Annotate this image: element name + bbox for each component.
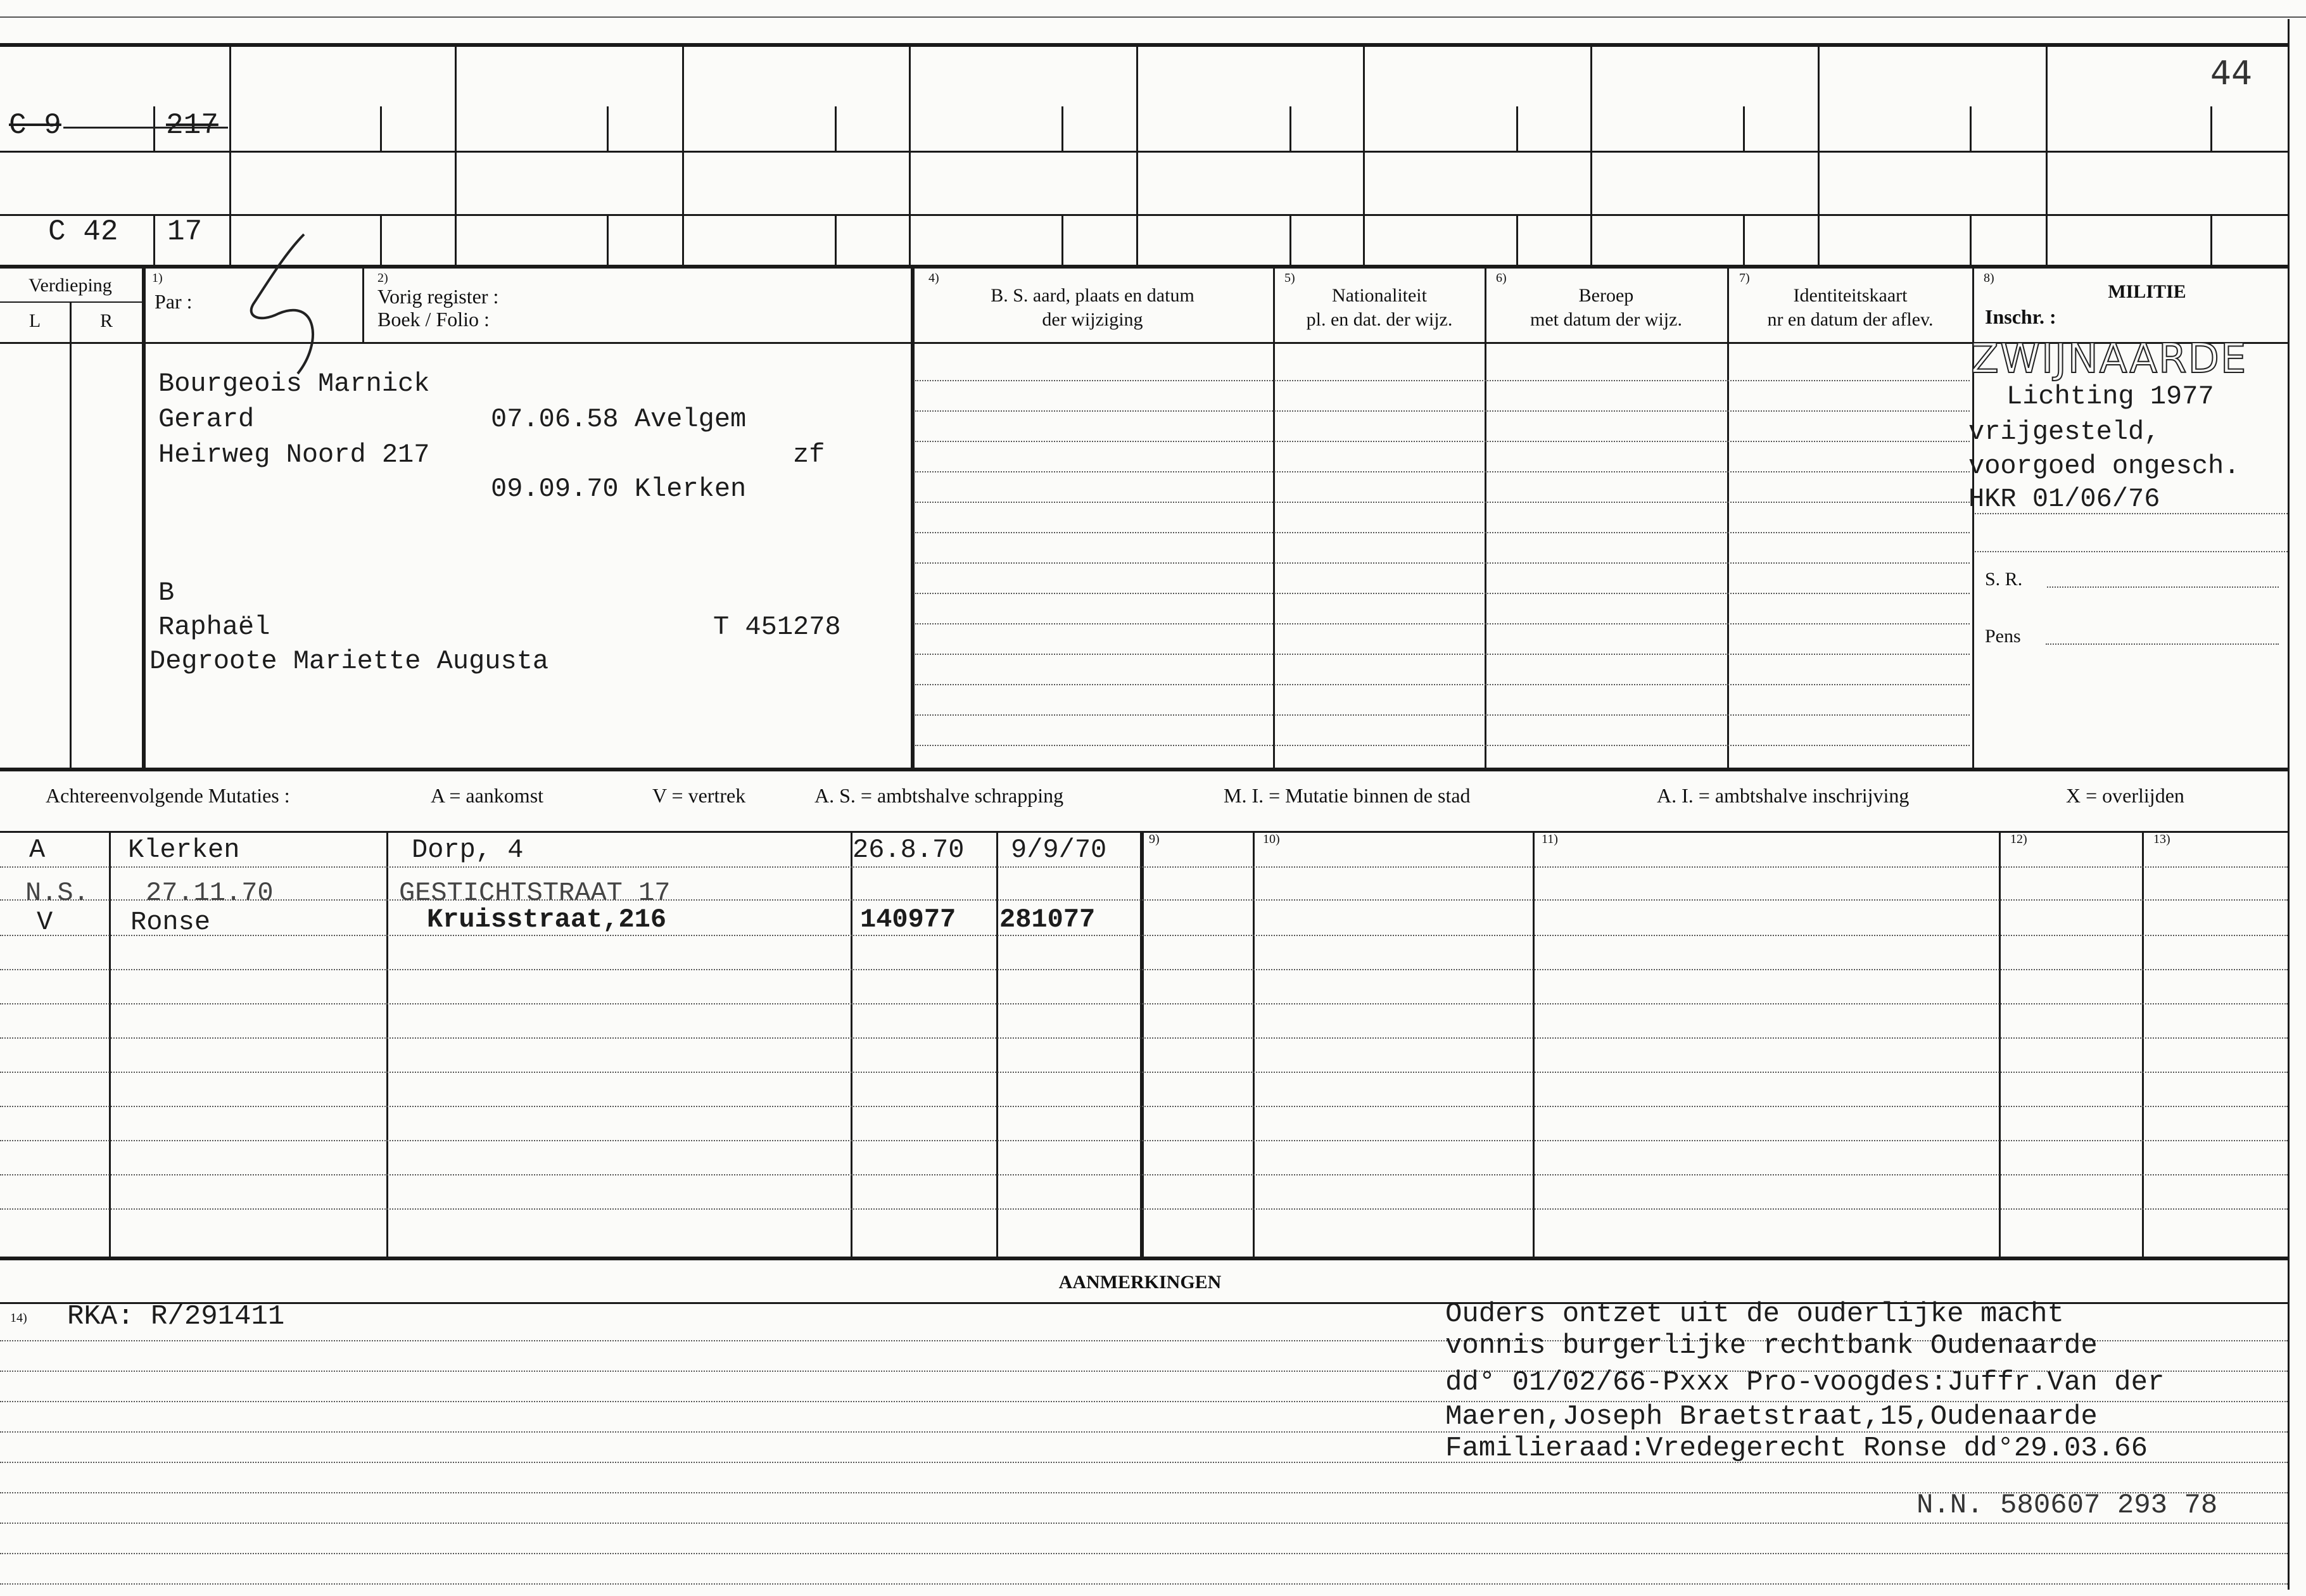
mutation-place: Ronse: [130, 907, 211, 937]
pens-label: Pens: [1985, 626, 2021, 647]
field-number-5: 5): [1284, 271, 1295, 285]
mutation-date-1: 26.8.70: [852, 835, 965, 865]
field-number-8: 8): [1984, 271, 1994, 285]
mutation-place: Klerken: [128, 835, 240, 865]
field-number-7: 7): [1739, 271, 1750, 285]
field-number-1: 1): [152, 271, 163, 285]
field-number-2: 2): [377, 271, 388, 285]
page-number: 44: [2210, 54, 2253, 92]
father-name: Raphaël: [158, 612, 270, 642]
bs-header: B. S. aard, plaats en datum der wijziging: [991, 285, 1194, 330]
person-second-name: Gerard: [158, 404, 255, 434]
remark-line: Familieraad:Vredegerecht Ronse dd°29.03.66: [1445, 1433, 2148, 1464]
mutation-col-10: 10): [1263, 832, 1280, 846]
militie-line-2: vrijgesteld,: [1968, 417, 2160, 447]
militie-stamp: ZWIJNAARDE: [1971, 336, 2248, 383]
person-name: Bourgeois Marnick: [158, 369, 430, 399]
legend-x: X = overlijden: [2066, 784, 2184, 807]
arrival-date-place: 09.09.70 Klerken: [491, 474, 747, 504]
register-number: 17: [167, 215, 203, 248]
national-number: N.N. 580607 293 78: [1916, 1490, 2218, 1521]
remark-line: Ouders ontzet uit de ouderlijke macht: [1445, 1298, 2064, 1330]
mutation-col-12: 12): [2010, 832, 2027, 846]
mutation-col-13: 13): [2153, 832, 2170, 846]
mutation-date-2: 9/9/70: [1011, 835, 1107, 865]
mutations-title: Achtereenvolgende Mutaties :: [46, 784, 290, 807]
person-address: Heirweg Noord 217: [158, 440, 430, 470]
identiteitskaart-header: Identiteitskaart nr en datum der aflev.: [1767, 285, 1934, 330]
par-label: Par :: [155, 290, 193, 313]
remark-line: dd° 01/02/66-Pxxx Pro-voogdes:Juffr.Van der: [1445, 1367, 2165, 1398]
nationaliteit-header: Nationaliteit pl. en dat. der wijz.: [1306, 285, 1453, 330]
legend-as: A. S. = ambtshalve schrapping: [814, 784, 1064, 807]
legend-ai: A. I. = ambtshalve inschrijving: [1657, 784, 1910, 807]
mutation-type: N.S.: [25, 878, 89, 908]
mother-name: Degroote Mariette Augusta: [149, 646, 549, 676]
remarks-title: AANMERKINGEN: [1058, 1272, 1222, 1293]
sr-label: S. R.: [1985, 569, 2023, 590]
field-number-14: 14): [10, 1311, 27, 1325]
id-card-number: T 451278: [713, 612, 841, 642]
old-register-number: 217: [166, 109, 219, 142]
mutation-col-11: 11): [1542, 832, 1558, 846]
legend-v: V = vertrek: [652, 784, 746, 807]
boek-folio-label: Boek / Folio :: [377, 308, 490, 331]
remark-line: Maeren,Joseph Braetstraat,15,Oudenaarde: [1445, 1401, 2098, 1433]
register-code: C 42: [48, 215, 118, 248]
rka-number: RKA: R/291411: [67, 1301, 285, 1333]
verdieping-label: Verdieping: [29, 275, 112, 296]
field-number-6: 6): [1496, 271, 1507, 285]
beroep-header: Beroep met datum der wijz.: [1530, 285, 1682, 330]
mutation-col-9: 9): [1149, 832, 1160, 846]
militie-lichting: Lichting 1977: [2006, 381, 2214, 412]
old-register-code: C 9: [9, 109, 61, 142]
family-initial: B: [158, 578, 175, 608]
legend-mi: M. I. = Mutatie binnen de stad: [1224, 784, 1471, 807]
col-r-label: R: [99, 310, 113, 331]
mutation-address: GESTICHTSTRAAT 17: [399, 878, 671, 908]
col-l-label: L: [29, 310, 41, 331]
militie-header: MILITIE: [2108, 281, 2186, 302]
mutation-address: Kruisstraat,216: [427, 904, 667, 935]
vorig-register-label: Vorig register :: [377, 285, 499, 308]
civil-status: zf: [793, 440, 825, 470]
remark-line: vonnis burgerlijke rechtbank Oudenaarde: [1445, 1330, 2098, 1362]
mutation-address: Dorp, 4: [412, 835, 524, 865]
mutation-type: V: [37, 907, 53, 937]
mutation-place: 27.11.70: [146, 878, 274, 908]
birth-date-place: 07.06.58 Avelgem: [491, 404, 747, 434]
mutation-date-1: 140977: [860, 904, 956, 935]
legend-a: A = aankomst: [431, 784, 544, 807]
field-number-4: 4): [928, 271, 939, 285]
inschr-label: Inschr. :: [1985, 305, 2056, 328]
militie-line-4: HKR 01/06/76: [1968, 484, 2160, 514]
militie-line-3: voorgoed ongesch.: [1968, 451, 2240, 481]
handwritten-mark: [241, 228, 329, 393]
mutation-date-2: 281077: [999, 904, 1096, 935]
mutation-type: A: [29, 835, 46, 865]
